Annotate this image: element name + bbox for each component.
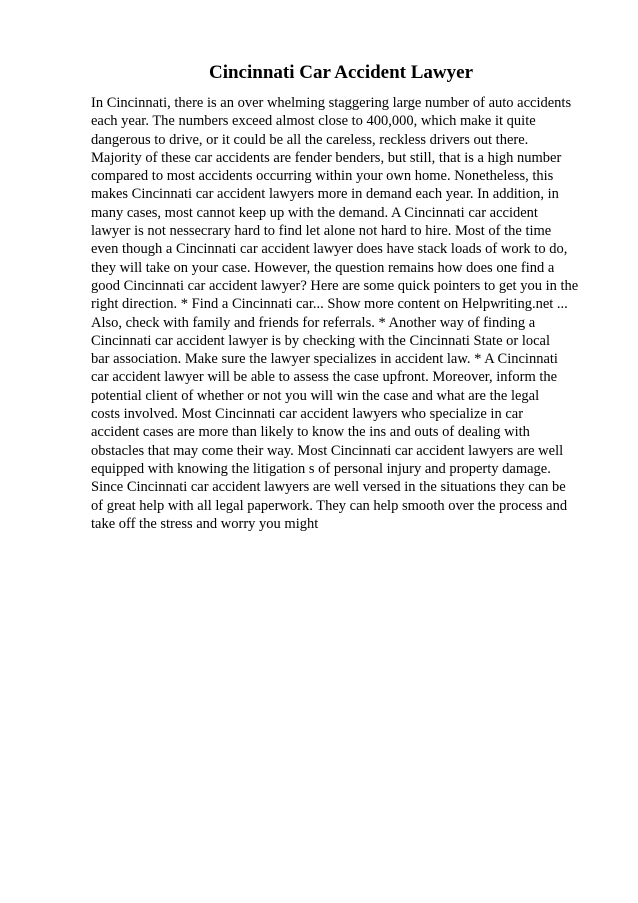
text-line: Cincinnati car accident lawyer is by checking with the Cincinnati State or local (91, 332, 551, 349)
text-line: even though a Cincinnati car accident lawyer does have stack loads of work to do, (91, 241, 568, 258)
text-line: bar association. Make sure the lawyer specializes in accident law. * A Cincinnati (91, 351, 558, 368)
text-line: lawyer is not nessecrary hard to find let alone not hard to hire. Most of the time (91, 223, 552, 240)
text-line: Since Cincinnati car accident lawyers are well versed in the situations they can be (91, 479, 566, 496)
text-line: they will take on your case. However, the question remains how does one find a (91, 259, 555, 276)
text-line: costs involved. Most Cincinnati car accident lawyers who specialize in car (91, 406, 524, 423)
text-line: Majority of these car accidents are fender benders, but still, that is a high number (91, 149, 562, 166)
text-line: accident cases are more than likely to know the ins and outs of dealing with (91, 424, 530, 441)
text-line: of great help with all legal paperwork. They can help smooth over the process and (91, 497, 568, 514)
text-line: right direction. * Find a Cincinnati car... Show more content on Helpwriting.net ... (91, 296, 568, 313)
text-line: obstacles that may come their way. Most Cincinnati car accident lawyers are well (91, 442, 564, 459)
text-line: dangerous to drive, or it could be all the careless, reckless drivers out there. (91, 131, 529, 148)
text-line: makes Cincinnati car accident lawyers more in demand each year. In addition, in (91, 186, 559, 203)
text-line: many cases, most cannot keep up with the demand. A Cincinnati car accident (91, 204, 538, 221)
text-line: Also, check with family and friends for referrals. * Another way of finding a (91, 314, 536, 331)
text-line: potential client of whether or not you will win the case and what are the legal (91, 387, 540, 404)
body-paragraph (91, 94, 591, 533)
page-title: Cincinnati Car Accident Lawyer (208, 62, 474, 83)
text-line: compared to most accidents occurring within your own home. Nonetheless, this (91, 168, 554, 185)
text-line: equipped with knowing the litigation s of personal injury and property damage. (91, 460, 551, 477)
text-line: car accident lawyer will be able to assess the case upfront. Moreover, inform the (91, 369, 558, 386)
text-line: In Cincinnati, there is an over whelming staggering large number of auto accidents (91, 95, 572, 111)
text-line: good Cincinnati car accident lawyer? Here are some quick pointers to get you in the (91, 277, 579, 294)
text-line: each year. The numbers exceed almost close to 400,000, which make it quite (91, 113, 536, 130)
text-line: take off the stress and worry you might (91, 515, 319, 532)
